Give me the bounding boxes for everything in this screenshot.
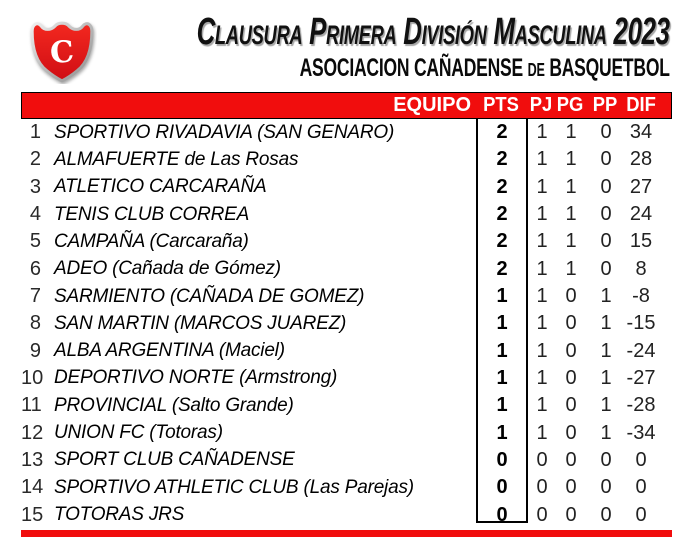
- shield-icon: [27, 18, 97, 84]
- lost-value: 1: [600, 421, 612, 444]
- points-value: 1: [496, 285, 508, 308]
- row-position: 3: [29, 175, 41, 198]
- team-name: ALMAFUERTE de Las Rosas: [54, 148, 299, 170]
- diff-value: 15: [629, 230, 653, 253]
- lost-value: 0: [600, 503, 612, 526]
- won-value: 0: [565, 448, 577, 471]
- lost-value: 1: [600, 366, 612, 389]
- lost-value: 0: [600, 175, 612, 198]
- points-value: 2: [496, 121, 508, 144]
- played-value: 1: [536, 339, 548, 362]
- team-name: CAMPAÑA (Carcaraña): [54, 230, 249, 252]
- team-name: SARMIENTO (CAÑADA DE GOMEZ): [54, 285, 365, 307]
- diff-value: 24: [629, 203, 653, 226]
- points-value: 0: [496, 448, 508, 471]
- table-row: [21, 365, 672, 392]
- row-position: 11: [21, 394, 42, 417]
- points-value: 1: [496, 339, 508, 362]
- table-row: [21, 146, 672, 173]
- table-row: [21, 419, 672, 446]
- lost-value: 0: [600, 230, 612, 253]
- row-position: 9: [29, 339, 41, 362]
- column-header-pp: PP: [592, 94, 618, 116]
- lost-value: 0: [600, 448, 612, 471]
- diff-value: 34: [629, 121, 653, 144]
- diff-value: -8: [632, 285, 650, 308]
- column-header-equipo: EQUIPO: [393, 94, 471, 116]
- points-value: 1: [496, 394, 508, 417]
- points-value: 1: [496, 421, 508, 444]
- table-row: [21, 447, 672, 474]
- played-value: 1: [536, 230, 548, 253]
- table-header: [21, 92, 672, 119]
- points-value: 2: [496, 175, 508, 198]
- played-value: 1: [536, 257, 548, 280]
- row-position: 13: [21, 448, 44, 471]
- played-value: 1: [536, 285, 548, 308]
- won-value: 0: [565, 312, 577, 335]
- diff-value: 8: [635, 257, 647, 280]
- won-value: 1: [565, 257, 577, 280]
- points-value: 0: [496, 503, 508, 526]
- points-value: 2: [496, 203, 508, 226]
- table-row: [21, 310, 672, 337]
- won-value: 1: [565, 121, 577, 144]
- team-name: ALBA ARGENTINA (Maciel): [54, 340, 285, 362]
- row-position: 15: [21, 503, 44, 526]
- played-value: 1: [536, 421, 548, 444]
- lost-value: 1: [600, 339, 612, 362]
- diff-value: 0: [635, 503, 647, 526]
- lost-value: 0: [600, 121, 612, 144]
- played-value: 1: [536, 366, 548, 389]
- table-row: [21, 501, 672, 528]
- points-value: 1: [496, 366, 508, 389]
- team-name: UNION FC (Totoras): [54, 422, 223, 444]
- table-row: [21, 283, 672, 310]
- won-value: 1: [565, 148, 577, 171]
- table-row: [21, 474, 672, 501]
- diff-value: 0: [635, 476, 647, 499]
- team-name: SPORTIVO ATHLETIC CLUB (Las Parejas): [54, 476, 414, 498]
- played-value: 1: [536, 394, 548, 417]
- diff-value: 28: [629, 148, 653, 171]
- table-row: [21, 174, 672, 201]
- played-value: 0: [536, 503, 548, 526]
- points-value: 1: [496, 312, 508, 335]
- column-header-pts: PTS: [483, 94, 519, 116]
- row-position: 4: [29, 203, 41, 226]
- row-position: 8: [29, 312, 41, 335]
- lost-value: 1: [600, 312, 612, 335]
- club-logo: [27, 18, 97, 84]
- points-value: 2: [496, 148, 508, 171]
- table-row: [21, 338, 672, 365]
- lost-value: 0: [600, 148, 612, 171]
- won-value: 0: [565, 366, 577, 389]
- won-value: 1: [565, 230, 577, 253]
- table-row: [21, 119, 672, 146]
- diff-value: -34: [626, 421, 656, 444]
- lost-value: 1: [600, 394, 612, 417]
- points-value: 0: [496, 476, 508, 499]
- bottom-accent-bar: [21, 530, 672, 537]
- lost-value: 0: [600, 476, 612, 499]
- team-name: DEPORTIVO NORTE (Armstrong): [54, 367, 338, 389]
- played-value: 0: [536, 476, 548, 499]
- team-name: TENIS CLUB CORREA: [54, 203, 250, 225]
- won-value: 1: [565, 175, 577, 198]
- team-name: TOTORAS JRS: [54, 504, 185, 526]
- diff-value: -28: [626, 394, 656, 417]
- column-header-pj: PJ: [529, 94, 553, 116]
- team-name: ATLETICO CARCARAÑA: [54, 176, 267, 198]
- lost-value: 0: [600, 257, 612, 280]
- played-value: 1: [536, 203, 548, 226]
- won-value: 1: [565, 203, 577, 226]
- table-row: [21, 228, 672, 255]
- row-position: 7: [29, 285, 41, 308]
- lost-value: 1: [600, 285, 612, 308]
- row-position: 2: [29, 148, 41, 171]
- played-value: 0: [536, 448, 548, 471]
- played-value: 1: [536, 148, 548, 171]
- table-body: [21, 119, 672, 529]
- logo-letter: C: [48, 34, 76, 72]
- team-name: SPORT CLUB CAÑADENSE: [54, 449, 295, 471]
- table-row: [21, 392, 672, 419]
- row-position: 12: [21, 421, 44, 444]
- page-subtitle: ASOCIACION CAÑADENSE de BASQUETBOL: [299, 54, 670, 82]
- page-title: Clausura Primera División Masculina 2023: [196, 11, 670, 53]
- row-position: 1: [29, 121, 41, 144]
- diff-value: -27: [626, 366, 656, 389]
- team-name: ADEO (Cañada de Gómez): [54, 258, 281, 280]
- diff-value: 0: [635, 448, 647, 471]
- points-value: 2: [496, 230, 508, 253]
- won-value: 0: [565, 503, 577, 526]
- row-position: 10: [21, 366, 44, 389]
- points-value: 2: [496, 257, 508, 280]
- row-position: 5: [29, 230, 41, 253]
- played-value: 1: [536, 121, 548, 144]
- diff-value: -24: [626, 339, 656, 362]
- won-value: 0: [565, 339, 577, 362]
- column-header-dif: DIF: [626, 94, 656, 116]
- table-row: [21, 256, 672, 283]
- team-name: PROVINCIAL (Salto Grande): [54, 394, 294, 416]
- row-position: 6: [29, 257, 41, 280]
- diff-value: 27: [629, 175, 653, 198]
- won-value: 0: [565, 476, 577, 499]
- won-value: 0: [565, 421, 577, 444]
- won-value: 0: [565, 394, 577, 417]
- diff-value: -15: [626, 312, 656, 335]
- lost-value: 0: [600, 203, 612, 226]
- column-header-pg: PG: [556, 94, 584, 116]
- row-position: 14: [21, 476, 44, 499]
- played-value: 1: [536, 312, 548, 335]
- team-name: SAN MARTIN (MARCOS JUAREZ): [54, 312, 347, 334]
- won-value: 0: [565, 285, 577, 308]
- table-row: [21, 201, 672, 228]
- played-value: 1: [536, 175, 548, 198]
- team-name: SPORTIVO RIVADAVIA (SAN GENARO): [54, 121, 395, 143]
